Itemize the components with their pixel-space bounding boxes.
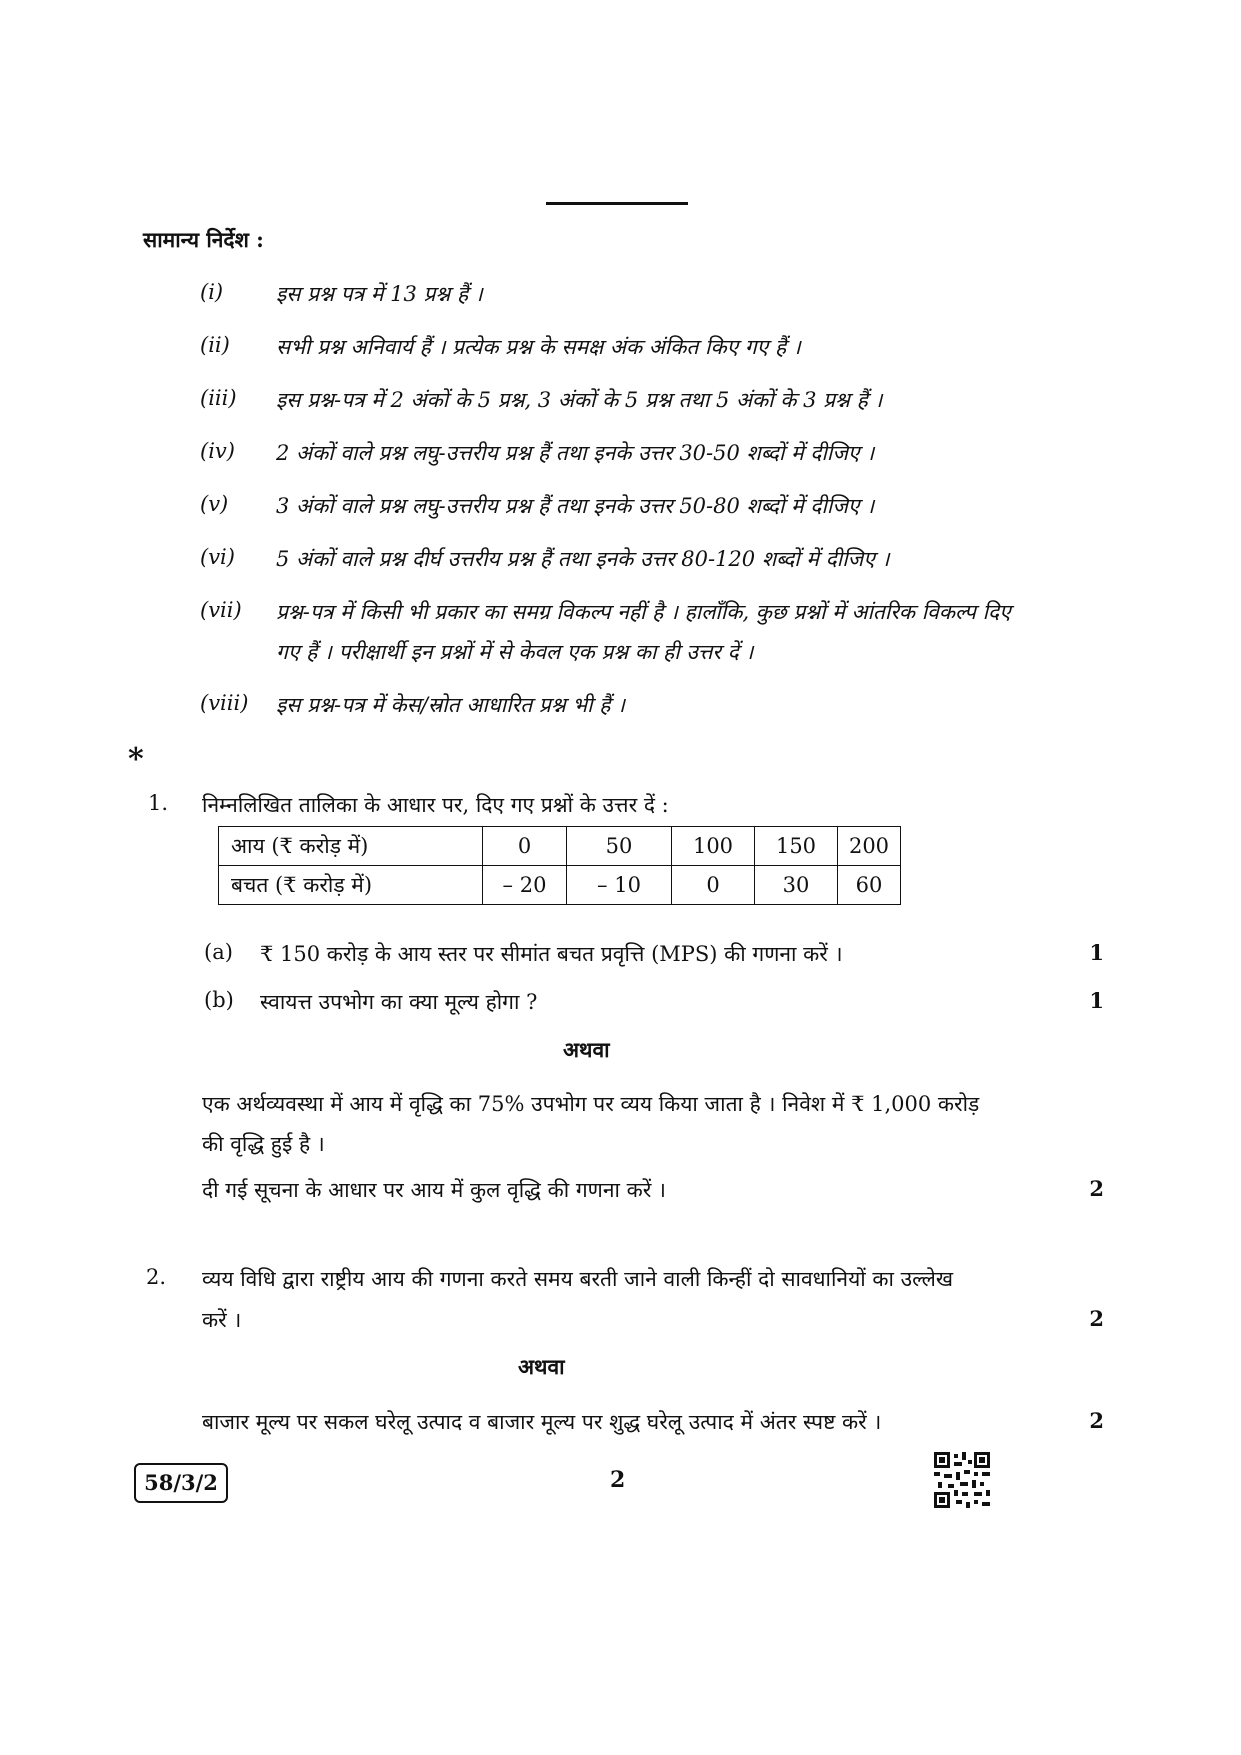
- instruction-text: सभी प्रश्न अनिवार्य हैं । प्रत्येक प्रश्न के समक्ष अंक अंकित किए गए हैं ।: [276, 335, 801, 359]
- table-row-label: बचत (₹ करोड़ में): [219, 866, 483, 905]
- alternative-text: दी गई सूचना के आधार पर आय में कुल वृद्धि की गणना करें ।: [202, 1178, 666, 1202]
- instruction-number: (vi): [200, 545, 235, 569]
- table-row: [219, 827, 901, 866]
- paper-code: 58/3/2: [134, 1463, 228, 1503]
- instruction-text: 2 अंकों वाले प्रश्न लघु-उत्तरीय प्रश्न हैं तथा इनके उत्तर 30-50 शब्दों में दीजिए ।: [276, 441, 875, 465]
- instruction-number: (ii): [200, 333, 230, 357]
- or-label: अथवा: [563, 1037, 610, 1062]
- instruction-text: 3 अंकों वाले प्रश्न लघु-उत्तरीय प्रश्न हैं तथा इनके उत्तर 50-80 शब्दों में दीजिए ।: [276, 494, 875, 518]
- top-rule: [546, 202, 688, 205]
- instruction-text: 5 अंकों वाले प्रश्न दीर्घ उत्तरीय प्रश्न हैं तथा इनके उत्तर 80-120 शब्दों में दीजिए ।: [276, 547, 890, 571]
- instruction-item: [0, 333, 1241, 373]
- instruction-number: (viii): [200, 691, 249, 715]
- page-number: 2: [610, 1467, 626, 1493]
- instruction-text: गए हैं । परीक्षार्थी इन प्रश्नों में से केवल एक प्रश्न का ही उत्तर दें ।: [276, 640, 754, 664]
- or-label: अथवा: [518, 1354, 565, 1379]
- marks: 1: [1089, 940, 1104, 965]
- instruction-item: [0, 691, 1241, 731]
- instruction-text: इस प्रश्न-पत्र में केस/स्रोत आधारित प्रश्न भी हैं ।: [276, 693, 626, 717]
- table-cell: 50: [567, 827, 672, 866]
- subquestion-text: स्वायत्त उपभोग का क्या मूल्य होगा ?: [260, 990, 538, 1014]
- question-number: 2.: [146, 1265, 167, 1289]
- instruction-text: इस प्रश्न पत्र में 13 प्रश्न हैं ।: [276, 282, 483, 306]
- question-number: 1.: [148, 791, 169, 815]
- table-cell: 0: [483, 827, 567, 866]
- alternative-text: एक अर्थव्यवस्था में आय में वृद्धि का 75% उपभोग पर व्यय किया जाता है । निवेश में ₹ 1,000 करोड़: [202, 1092, 980, 1116]
- marks: 2: [1089, 1306, 1104, 1331]
- table-row: [219, 866, 901, 905]
- question-text: निम्नलिखित तालिका के आधार पर, दिए गए प्रश्नों के उत्तर दें :: [202, 793, 669, 817]
- instruction-item: [0, 280, 1241, 320]
- instruction-item: [0, 386, 1241, 426]
- table-cell: 30: [755, 866, 838, 905]
- instruction-item: [0, 492, 1241, 532]
- question-text: करें ।: [202, 1308, 242, 1332]
- marks: 2: [1089, 1408, 1104, 1433]
- subquestion-label: (b): [204, 988, 234, 1012]
- table-cell: 200: [838, 827, 901, 866]
- marks: 2: [1089, 1176, 1104, 1201]
- table-cell: 60: [838, 866, 901, 905]
- instruction-number: (vii): [200, 598, 242, 622]
- marks: 1: [1089, 988, 1104, 1013]
- table-cell: – 20: [483, 866, 567, 905]
- income-savings-table: [218, 826, 901, 905]
- subquestion-text: ₹ 150 करोड़ के आय स्तर पर सीमांत बचत प्रवृत्ति (MPS) की गणना करें ।: [260, 942, 843, 966]
- instruction-item: [0, 439, 1241, 479]
- alternative-text: की वृद्धि हुई है ।: [202, 1132, 325, 1156]
- instruction-text: प्रश्न-पत्र में किसी भी प्रकार का समग्र विकल्प नहीं है । हालाँकि, कुछ प्रश्नों में आंतरिक विकल्प दिए: [276, 600, 1011, 624]
- instruction-number: (v): [200, 492, 229, 516]
- table-cell: 0: [672, 866, 755, 905]
- table-cell: 150: [755, 827, 838, 866]
- question-text: व्यय विधि द्वारा राष्ट्रीय आय की गणना करते समय बरती जाने वाली किन्हीं दो सावधानियों का उल्लेख: [202, 1267, 954, 1291]
- instruction-item-continued: [0, 638, 1241, 678]
- table-cell: 100: [672, 827, 755, 866]
- star-mark: *: [128, 742, 144, 777]
- table-cell: – 10: [567, 866, 672, 905]
- instruction-number: (iv): [200, 439, 235, 463]
- instruction-number: (i): [200, 280, 224, 304]
- instruction-text: इस प्रश्न-पत्र में 2 अंकों के 5 प्रश्न, 3 अंकों के 5 प्रश्न तथा 5 अंकों के 3 प्रश्न हैं ।: [276, 388, 883, 412]
- instruction-item: [0, 598, 1241, 638]
- qr-code-icon: [934, 1452, 990, 1508]
- alternative-text: बाजार मूल्य पर सकल घरेलू उत्पाद व बाजार मूल्य पर शुद्ध घरेलू उत्पाद में अंतर स्पष्ट करें ।: [202, 1410, 882, 1434]
- instruction-item: [0, 545, 1241, 585]
- general-instructions-heading: सामान्य निर्देश :: [143, 227, 264, 252]
- instruction-number: (iii): [200, 386, 237, 410]
- subquestion-label: (a): [204, 940, 233, 964]
- table-row-label: आय (₹ करोड़ में): [219, 827, 483, 866]
